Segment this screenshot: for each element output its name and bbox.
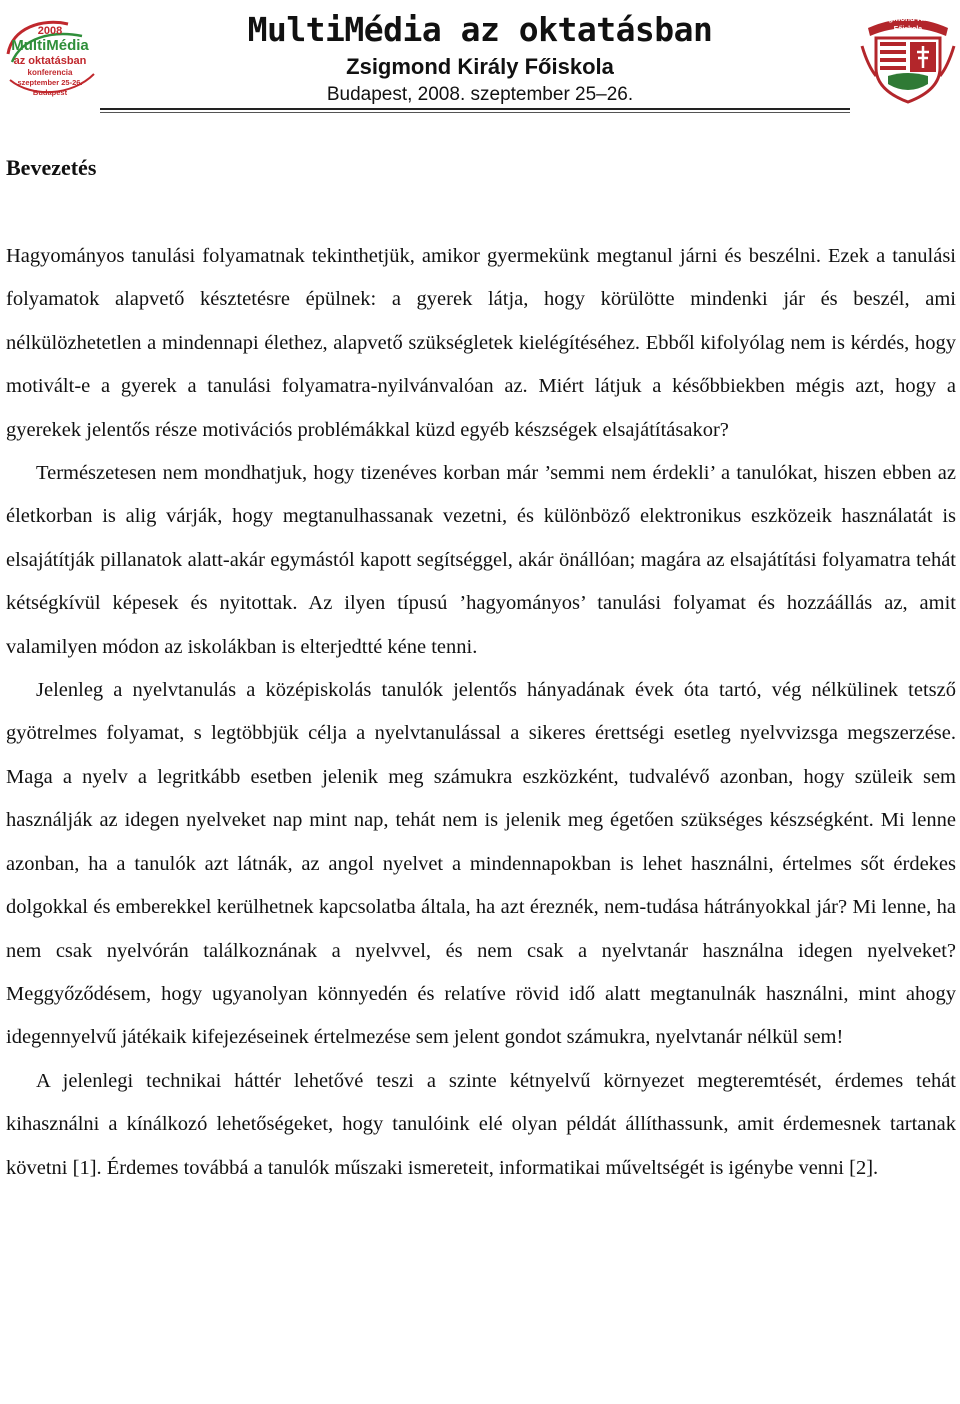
crest-line-1: Zsigmond Király: [876, 14, 940, 23]
header-rule: [100, 108, 850, 110]
logo-line-1: az oktatásban: [13, 55, 87, 67]
logo-line-2: konferencia: [27, 68, 73, 77]
section-heading: Bevezetés: [6, 155, 97, 180]
paragraph-4: A jelenlegi technikai háttér lehetővé teszi a szinte kétnyelvű környezet megteremtését, érdemes tehát kihasználni a kínálkozó lehetőségeket, hogy tanulóink elé olyan példát állíthassunk, amit érdemesnek tartanak követni [1]. Érdemes továbbá a tanulók műszaki ismereteit, informatikai műveltségét is igénybe venni [2].: [6, 1069, 956, 1179]
body-text: [6, 235, 956, 1190]
college-crest-logo: [858, 6, 958, 106]
crest-line-2: Főiskola: [893, 26, 923, 33]
logo-line-4: Budapest: [32, 88, 68, 97]
logo-multimedia: MultiMédia: [11, 37, 89, 54]
header-rule-thin: [100, 112, 850, 113]
conference-title: MultiMédia az oktatásban: [247, 10, 713, 49]
logo-line-3: szeptember 25-26.: [17, 78, 83, 87]
page-header: [0, 0, 960, 118]
conference-logo: [2, 14, 98, 100]
institution-name: Zsigmond Király Főiskola: [346, 54, 614, 79]
paragraph-2: Természetesen nem mondhatjuk, hogy tizenéves korban már ’semmi nem érdekli’ a tanulókat, hiszen ebben az életkorban is alig várják, hogy megtanulhassanak vezetni, és különböző elektronikus eszközeik használatát is elsajátítják pillanatok alatt-akár egymástól kapott segítséggel, akár önállóan; magára az elsajátítási folyamatra tehát kétségkívül képesek és nyitottak. Az ilyen típusú ’hagyományos’ tanulási folyamat és hozzáállás az, amit valamilyen módon az iskolákban is elterjedtté kéne tenni.: [6, 462, 956, 658]
logo-year: 2008: [37, 25, 63, 37]
paragraph-1: Hagyományos tanulási folyamatnak tekinthetjük, amikor gyermekünk megtanul járni és beszélni. Ezek a tanulási folyamatok alapvető késztetésre épülnek: a gyerek látja, hogy körülötte mindenki jár és beszél, ami nélkülözhetetlen a mindennapi élethez, alapvető szükségletek kielégítéséhez. Ebből kifolyólag nem is kérdés, hogy motivált-e a gyerek a tanulási folyamatra-nyilvánvalóan az. Miért látjuk a későbbiekben mégis azt, hogy a gyerekek jelentős része motivációs problémákkal küzd egyéb készségek elsajátításakor?: [6, 245, 956, 441]
conference-date: Budapest, 2008. szeptember 25–26.: [326, 84, 634, 105]
paragraph-3: Jelenleg a nyelvtanulás a középiskolás tanulók jelentős hányadának évek óta tartó, vég nélkülinek tetsző gyötrelmes folyamat, s legtöbbjük célja a nyelvtanulással a sikeres érettségi esetleg nyelvvizsga megszerzése. Maga a nyelv a legritkább esetben jelenik meg számukra eszközként, tudvalévő azonban, hogy szüleik sem használják az idegen nyelveket nap mint nap, tehát nem is jelenik meg égetően szükséges készségként. Mi lenne azonban, ha a tanulók azt látnák, az angol nyelvet a mindennapokban is lehet használni, értelmes sőt érdekes dolgokkal és emberekkel kerülhetnek kapcsolatba általa, ha azt éreznék, nem-tudása hátrányokkal jár? Mi lenne, ha nem csak nyelvórán találkoznának a nyelvvel, és nem csak a nyelvtanár használna idegen nyelveket? Meggyőződésem, hogy ugyanolyan könnyedén és relatíve rövid idő alatt megtanulnák használni, mint ahogy idegennyelvű játékaik kifejezéseinek értelmezése sem jelent gondot számukra, nyelvtanár nélkül sem!: [6, 679, 956, 1049]
